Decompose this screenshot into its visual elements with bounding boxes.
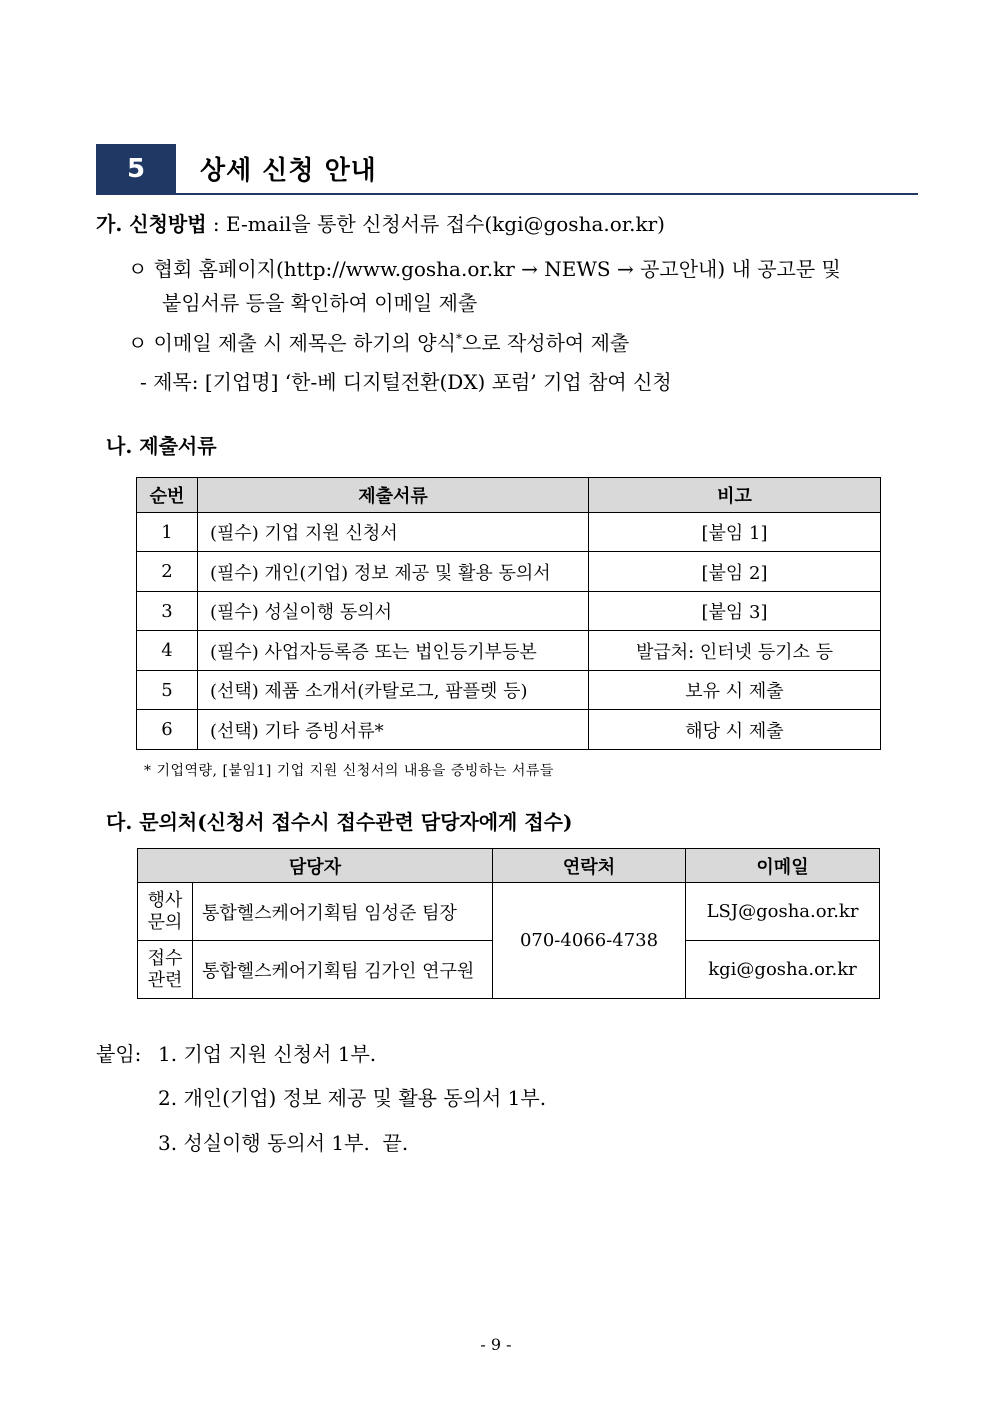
header-doc: 제출서류 [198, 478, 589, 513]
category-line1: 접수 [147, 947, 183, 969]
header-no: 순번 [137, 478, 198, 513]
row-no: 4 [137, 631, 198, 671]
contact-email[interactable]: kgi@gosha.or.kr [686, 941, 880, 999]
documents-footnote: * 기업역량, [붙임1] 기업 지원 신청서의 내용을 증빙하는 서류들 [144, 763, 554, 779]
header-phone: 연락처 [493, 849, 686, 883]
row-no: 1 [137, 513, 198, 552]
section-title: 상세 신청 안내 [200, 156, 377, 186]
row-doc: (필수) 성실이행 동의서 [198, 592, 589, 631]
contact-header-row [138, 849, 880, 883]
category-line2: 관련 [147, 969, 183, 991]
contact-email[interactable]: LSJ@gosha.or.kr [686, 883, 880, 941]
ga-bullet2 [128, 327, 629, 356]
na-heading: 나. 제출서류 [106, 434, 217, 458]
page-number: - 9 - [480, 1335, 512, 1354]
ga-text: : E-mail을 통한 신청서류 접수(kgi@gosha.or.kr) [206, 212, 665, 236]
row-doc: (필수) 사업자등록증 또는 법인등기부등본 [198, 631, 589, 671]
documents-table [136, 477, 881, 750]
row-doc: (선택) 제품 소개서(카탈로그, 팜플렛 등) [198, 671, 589, 710]
table-row [138, 883, 880, 941]
table-row [137, 631, 881, 671]
row-note: 발급처: 인터넷 등기소 등 [589, 631, 881, 671]
documents-header-row [137, 478, 881, 513]
row-no: 3 [137, 592, 198, 631]
attachments-label: 붙임: [96, 1042, 142, 1066]
row-doc: (필수) 개인(기업) 정보 제공 및 활용 동의서 [198, 552, 589, 592]
section-number: 5 [96, 144, 176, 194]
row-no: 5 [137, 671, 198, 710]
ga-bullet2-text: ㅇ 이메일 제출 시 제목은 하기의 양식 [128, 331, 456, 355]
header-person: 담당자 [138, 849, 493, 883]
table-row [137, 710, 881, 750]
row-note: 해당 시 제출 [589, 710, 881, 750]
ga-bullet1-line2: 붙임서류 등을 확인하여 이메일 제출 [162, 291, 478, 315]
attachment-item: 3. 성실이행 동의서 1부. 끝. [158, 1131, 409, 1155]
ga-bullet1-line1: ㅇ 협회 홈페이지(http://www.gosha.or.kr → NEWS → 공고안내) 내 공고문 및 [128, 257, 841, 281]
row-no: 2 [137, 552, 198, 592]
contact-person: 통합헬스케어기획팀 김가인 연구원 [193, 941, 493, 999]
contact-category [138, 883, 193, 941]
header-email: 이메일 [686, 849, 880, 883]
header-note: 비고 [589, 478, 881, 513]
category-line2: 문의 [147, 911, 183, 933]
row-doc: (선택) 기타 증빙서류* [198, 710, 589, 750]
attachment-item: 1. 기업 지원 신청서 1부. [158, 1042, 377, 1066]
row-note: 보유 시 제출 [589, 671, 881, 710]
contact-table [137, 848, 880, 999]
row-note: [붙임 1] [589, 513, 881, 552]
row-note: [붙임 2] [589, 552, 881, 592]
ga-bullet2-tail: 으로 작성하여 제출 [461, 331, 630, 355]
ga-subject: - 제목: [기업명] ‘한-베 디지털전환(DX) 포럼’ 기업 참여 신청 [140, 370, 672, 394]
table-row [137, 592, 881, 631]
ga-heading: 가. 신청방법 [96, 212, 207, 236]
category-line1: 행사 [147, 889, 183, 911]
row-doc: (필수) 기업 지원 신청서 [198, 513, 589, 552]
da-heading: 다. 문의처(신청서 접수시 접수관련 담당자에게 접수) [106, 810, 573, 834]
ga-line [96, 208, 665, 237]
contact-phone: 070-4066-4738 [493, 883, 686, 999]
section-divider [96, 193, 918, 195]
contact-category [138, 941, 193, 999]
table-row [137, 671, 881, 710]
row-no: 6 [137, 710, 198, 750]
table-row [137, 552, 881, 592]
row-note: [붙임 3] [589, 592, 881, 631]
attachment-item: 2. 개인(기업) 정보 제공 및 활용 동의서 1부. [158, 1086, 547, 1110]
contact-person: 통합헬스케어기획팀 임성준 팀장 [193, 883, 493, 941]
table-row [137, 513, 881, 552]
ga-bullet2-mark: * [455, 331, 462, 346]
